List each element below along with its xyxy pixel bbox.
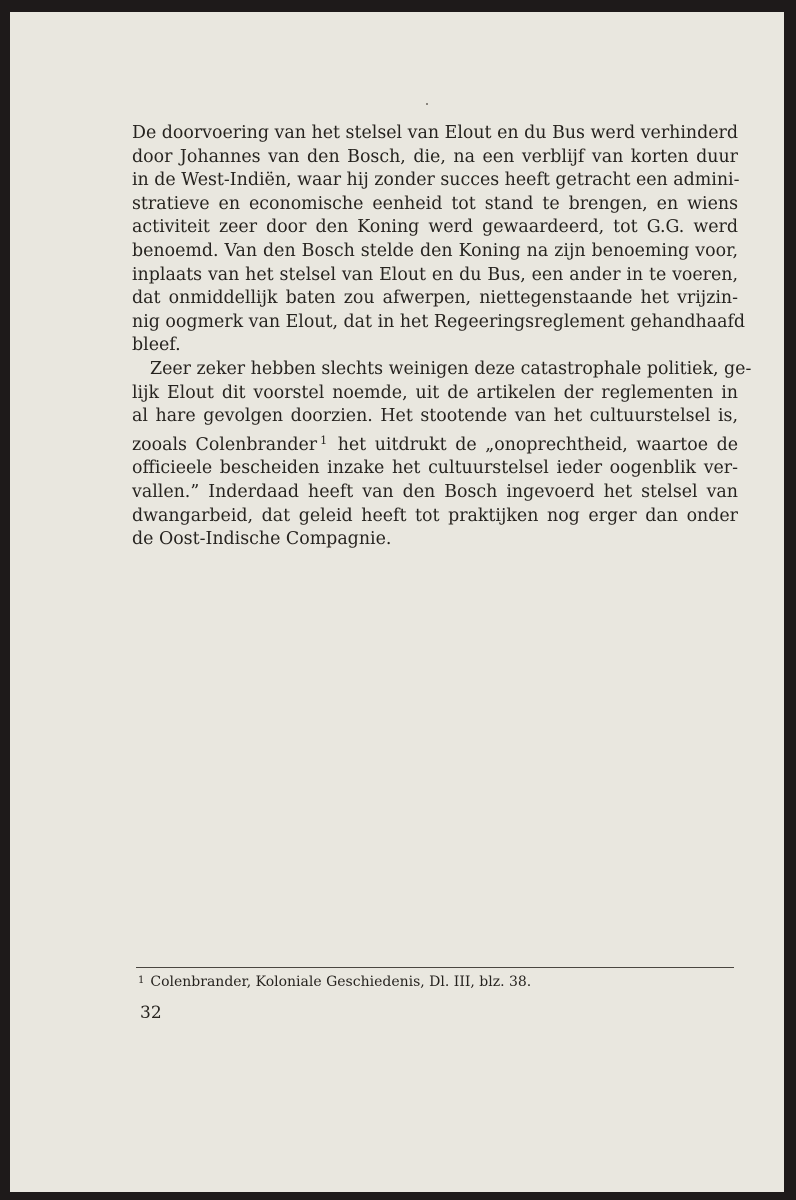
text-line: nig oogmerk van Elout, dat in het Regeeringsreglement gehandhaafd: [132, 311, 746, 332]
footnote-mark: 1: [138, 975, 145, 986]
text-line: dwangarbeid, dat geleid heeft tot praktijken nog erger dan onder: [132, 505, 738, 526]
text-line: door Johannes van den Bosch, die, na een verblijf van korten duur: [132, 146, 738, 167]
ink-speck: [426, 103, 428, 105]
footnote-divider: [136, 967, 734, 968]
text-line: benoemd. Van den Bosch stelde den Koning na zijn benoeming voor,: [132, 240, 738, 261]
page-number: 32: [140, 1003, 162, 1023]
text-line: de Oost‑Indische Compagnie.: [132, 529, 392, 550]
text-line: dat onmiddellijk baten zou afwerpen, niettegenstaande het vrijzin‑: [132, 288, 738, 309]
footnote-text: Colenbrander, Koloniale Geschiedenis, Dl. III, blz. 38.: [150, 974, 532, 990]
text-line: De doorvoering van het stelsel van Elout en du Bus werd verhinderd: [132, 123, 738, 143]
footnote: [138, 974, 531, 990]
text-line: inplaats van het stelsel van Elout en du Bus, een ander in te voeren,: [132, 264, 738, 285]
footnote-reference[interactable]: 1: [320, 433, 328, 447]
text-line-with-footnote: [132, 429, 738, 458]
text-line: lijk Elout dit voorstel noemde, uit de artikelen der reglementen in: [132, 382, 738, 403]
text-line: Zeer zeker hebben slechts weinigen deze catastrophale politiek, ge‑: [150, 358, 752, 379]
text-line: bleef.: [132, 335, 181, 356]
text-line: vallen.” Inderdaad heeft van den Bosch ingevoerd het stelsel van: [132, 481, 738, 502]
text-segment: het uitdrukt de „onoprechtheid, waartoe de: [337, 434, 738, 455]
text-line: stratieve en economische eenheid tot stand te brengen, en wiens: [132, 193, 738, 214]
text-segment: zooals Colenbrander: [132, 434, 318, 455]
text-line: officieele bescheiden inzake het cultuurstelsel ieder oogenblik ver‑: [132, 458, 738, 479]
paragraph-1: [132, 122, 746, 358]
book-page: [10, 12, 784, 1192]
text-line: in de West‑Indiën, waar hij zonder succes heeft getracht een admini‑: [132, 170, 740, 191]
text-line: al hare gevolgen doorzien. Het stootende van het cultuurstelsel is,: [132, 406, 738, 427]
text-line: activiteit zeer door den Koning werd gewaardeerd, tot G.G. werd: [132, 217, 738, 238]
body-text: [132, 122, 752, 552]
paragraph-2: [132, 358, 752, 552]
